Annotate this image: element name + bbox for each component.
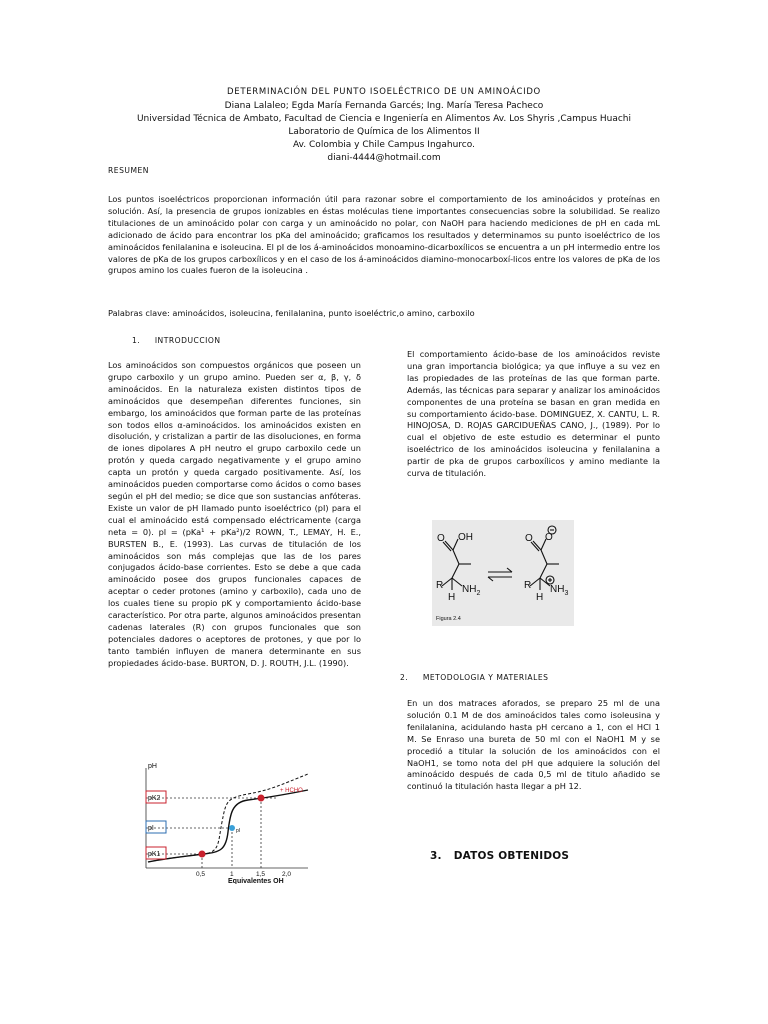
pk2-label: pK2	[148, 795, 161, 802]
nh3-main: NH	[550, 584, 565, 595]
o-minus-label: O	[545, 532, 553, 543]
email: diani-4444@hotmail.com	[327, 153, 441, 163]
h-label: H	[448, 592, 456, 603]
results-title: DATOS OBTENIDOS	[453, 850, 570, 862]
results-number: 3.	[430, 850, 442, 862]
nh3-label	[550, 584, 568, 597]
laboratory: Laboratorio de Química de los Alimentos II	[288, 127, 480, 137]
pi-point-label: pI	[236, 828, 241, 834]
tick-1-5: 1,5	[256, 871, 266, 878]
h2-label: H	[536, 592, 544, 603]
paper-title: DETERMINACIÓN DEL PUNTO ISOELÉCTRICO DE UN AMINOÁCIDO	[227, 87, 541, 97]
x-axis-label: Equivalentes OH	[228, 878, 284, 884]
methods-heading: 2. METODOLOGIA Y MATERIALES	[400, 673, 549, 682]
nh3-sub: 3	[564, 590, 569, 597]
oh-label: OH	[458, 532, 473, 543]
resumen-heading: RESUMEN	[108, 166, 149, 175]
keywords: Palabras clave: aminoácidos, isoleucina, fenilalanina, punto isoeléctric,o amino, carboxilo	[108, 308, 475, 318]
titration-curve-figure	[108, 762, 314, 884]
equilibrium-svg	[432, 520, 574, 626]
intro-heading: 1. INTRODUCCION	[132, 336, 221, 345]
pk1-label: pK1	[148, 851, 161, 858]
tick-2-0: 2,0	[282, 871, 292, 878]
nh2-main: NH	[462, 584, 477, 595]
o-label: O	[437, 533, 445, 544]
methods-text: En un dos matraces aforados, se preparo 25 ml de una solución 0.1 M de dos aminoácidos tales como isoleusina y fenilalanina, acidulando hasta pH cercano a 1, con el HCl 1 M. Se Enraso una bureta de 50 ml con el NaOH1 M y se procedió a titular la solución de los aminoácidos con el NaOH1, se tomo nota del pH que adquiere la solución del aminoácido después de cada 0,5 ml de titulo añadido se continuó la titulación hasta llegar a pH 12.	[407, 698, 660, 792]
y-axis-label: pH	[148, 763, 157, 770]
right-column-text: El comportamiento ácido-base de los aminoácidos reviste una gran importancia biológica; ya que influye a su vez en las propiedades de las proteínas de las que forman parte. Además, las técnicas para separar y analizar los aminoácidos componentes de una proteína se basan en gran medida en su comportamiento ácido-base. DOMINGUEZ, X. CANTU, L. R. HINOJOSA, D. ROJAS GARCIDUEÑAS CANO, J., (1989). Por lo cual el objetivo de este estudio es determinar el punto isoeléctrico de los aminoácidos isoleucina y fenilalanina a partir de pka de grupos carboxílicos y amino mediante la curva de titulación.	[407, 349, 660, 479]
amino-acid-equilibrium-figure	[432, 520, 574, 626]
hcho-label: + HCHO	[280, 788, 303, 794]
pi-label: pI	[148, 825, 154, 832]
nh2-sub: 2	[476, 590, 481, 597]
intro-text: Los aminoácidos son compuestos orgánicos que poseen un grupo carboxilo y un grupo amino. Pueden ser α, β, γ, δ aminoácidos. En la naturaleza existen distintos tipos de aminoácidos que desempeñan diferentes funciones, sin embargo, los aminoácidos que forman parte de las proteínas son todos ellos α-aminoácidos. los aminoácidos existen en disolución, y cristalizan a partir de las disoluciones, en forma de iones dipolares A pH neutro el grupo carboxilo cede un protón y queda cargado negativamente y el grupo amino capta un protón y queda cargado positivamente. Así, los aminoácidos pueden comportarse como ácidos o como bases según el pH del medio; se dice que son sustancias anfóteras. Existe un valor de pH llamado punto isoeléctrico (pI) para el cual el aminoácido está compensado eléctricamente (carga neta = 0). pI = (pKa¹ + pKa²)/2 ROWN, T., LEMAY, H. E., BURSTEN B., E. (1993). Las curvas de titulación de los aminoácidos son más complejas que las de los pares conjugados ácido-base corrientes. Esto se debe a que cada aminoácido posee dos grupos funcionales capaces de aceptar o ceder protones (amino y carboxilo), cada uno de los cuales tiene su propio pK y comportamiento ácido-base característico. Por otra parte, algunos aminoácidos presentan cadenas laterales (R) con grupos funcionales que son potenciales dadores o aceptores de protones, y que por lo tanto también influyen de manera determinante en sus propiedades ácido-base. BURTON, D. J. ROUTH, J.L. (1990).	[108, 360, 361, 668]
abstract-text: Los puntos isoeléctricos proporcionan información útil para razonar sobre el comportamiento de los aminoácidos y proteínas en solución. Así, la presencia de grupos ionizables en éstas moléculas tiene importantes consecuencias sobre la solubilidad. Se realizo titulaciones de un aminoácido polar con carga y un aminoácido no polar, con NaOH para haciendo mediciones de pH en cada mL adicionado de ácido para encontrar los pKa del aminoácido; graficamos los resultados y determinamos su punto isoeléctrico de los aminoácidos fenilalanina e isoleucina. El pI de los á-aminoácidos monoamino-dicarboxílicos se encuentra a un pH intermedio entre los valores de pKa de los grupos carboxílicos y en el caso de los á-aminoácidos diamino-monocarboxí-licos entre los valores de pKa de los grupos amino los cuales fueron de la isoleucina .	[108, 194, 660, 276]
nh2-label	[462, 584, 480, 597]
r2-label: R	[524, 580, 532, 591]
titration-svg	[108, 762, 314, 884]
tick-1: 1	[230, 871, 234, 878]
authors: Diana Lalaleo; Egda María Fernanda Garcés; Ing. María Teresa Pacheco	[224, 101, 544, 111]
o2-label: O	[525, 533, 533, 544]
figure-caption: Figura 2.4	[436, 616, 461, 622]
address: Av. Colombia y Chile Campus Ingahurco.	[293, 140, 475, 150]
results-heading	[430, 850, 581, 862]
tick-0-5: 0,5	[196, 871, 206, 878]
r-label: R	[436, 580, 444, 591]
university: Universidad Técnica de Ambato, Facultad de Ciencia e Ingeniería en Alimentos Av. Los Shyris ,Campus Huachi	[136, 114, 632, 124]
